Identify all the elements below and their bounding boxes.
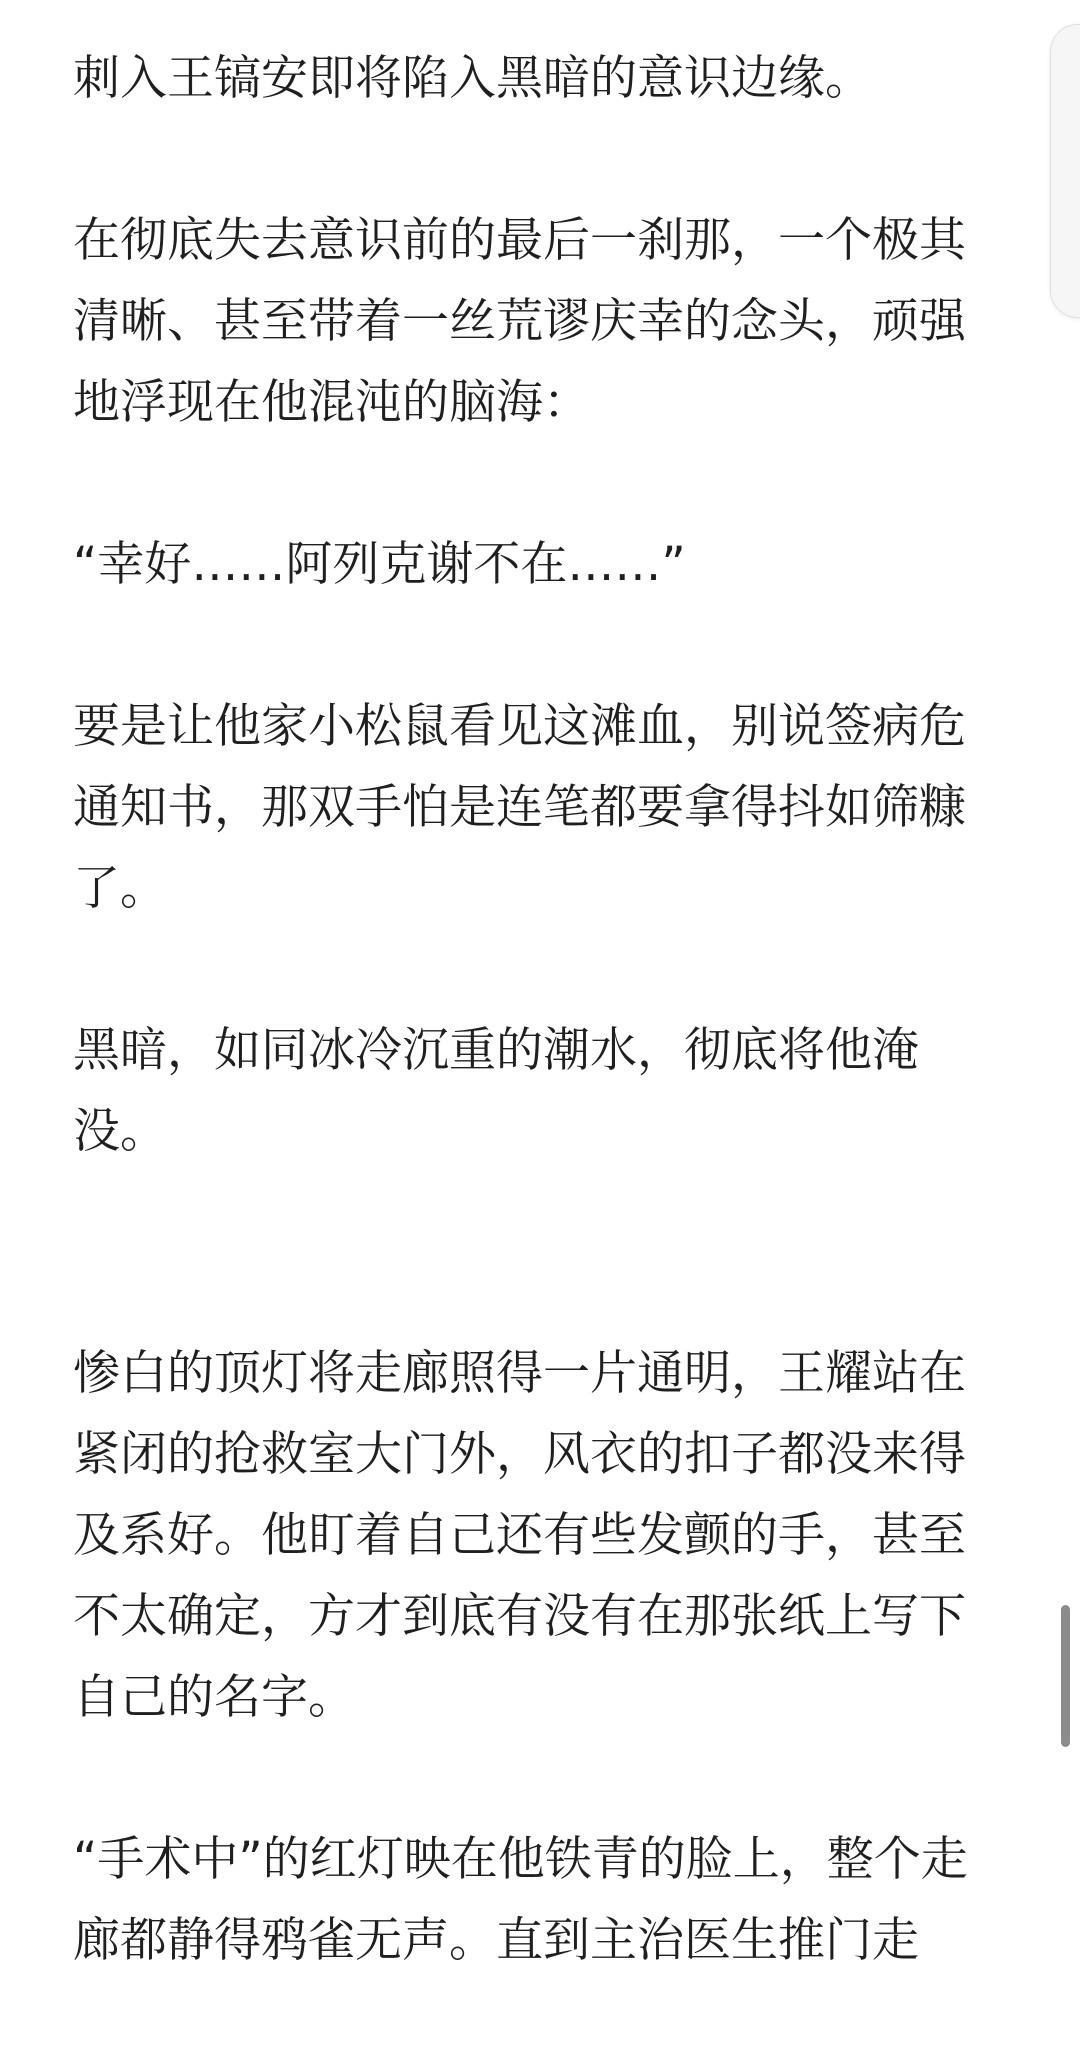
paragraph: 在彻底失去意识前的最后一刹那，一个极其清晰、甚至带着一丝荒谬庆幸的念头，顽强地浮现在他混沌的脑海： (73, 213, 966, 430)
article-body (73, 38, 1003, 2062)
edge-panel-handle[interactable] (1050, 24, 1080, 318)
paragraph: 惨白的顶灯将走廊照得一片通明，王耀站在紧闭的抢救室大门外，风衣的扣子都没来得及系好。他盯着自己还有些发颤的手，甚至不太确定，方才到底有没有在那张纸上写下自己的名字。 (73, 1346, 966, 1725)
paragraph: 刺入王镐安即将陷入黑暗的意识边缘。 (73, 51, 872, 106)
paragraph: 黑暗，如同冰冷沉重的潮水，彻底将他淹没。 (73, 1023, 919, 1159)
paragraph: 要是让他家小松鼠看见这滩血，别说签病危通知书，那双手怕是连笔都要拿得抖如筛糠了。 (73, 699, 966, 916)
paragraph: “手术中”的红灯映在他铁青的脸上，整个走廊都静得鸦雀无声。直到主治医生推门走 (73, 1832, 968, 1968)
scrollbar-thumb[interactable] (1061, 1605, 1070, 1747)
paragraph: “幸好……阿列克谢不在……” (73, 537, 686, 592)
